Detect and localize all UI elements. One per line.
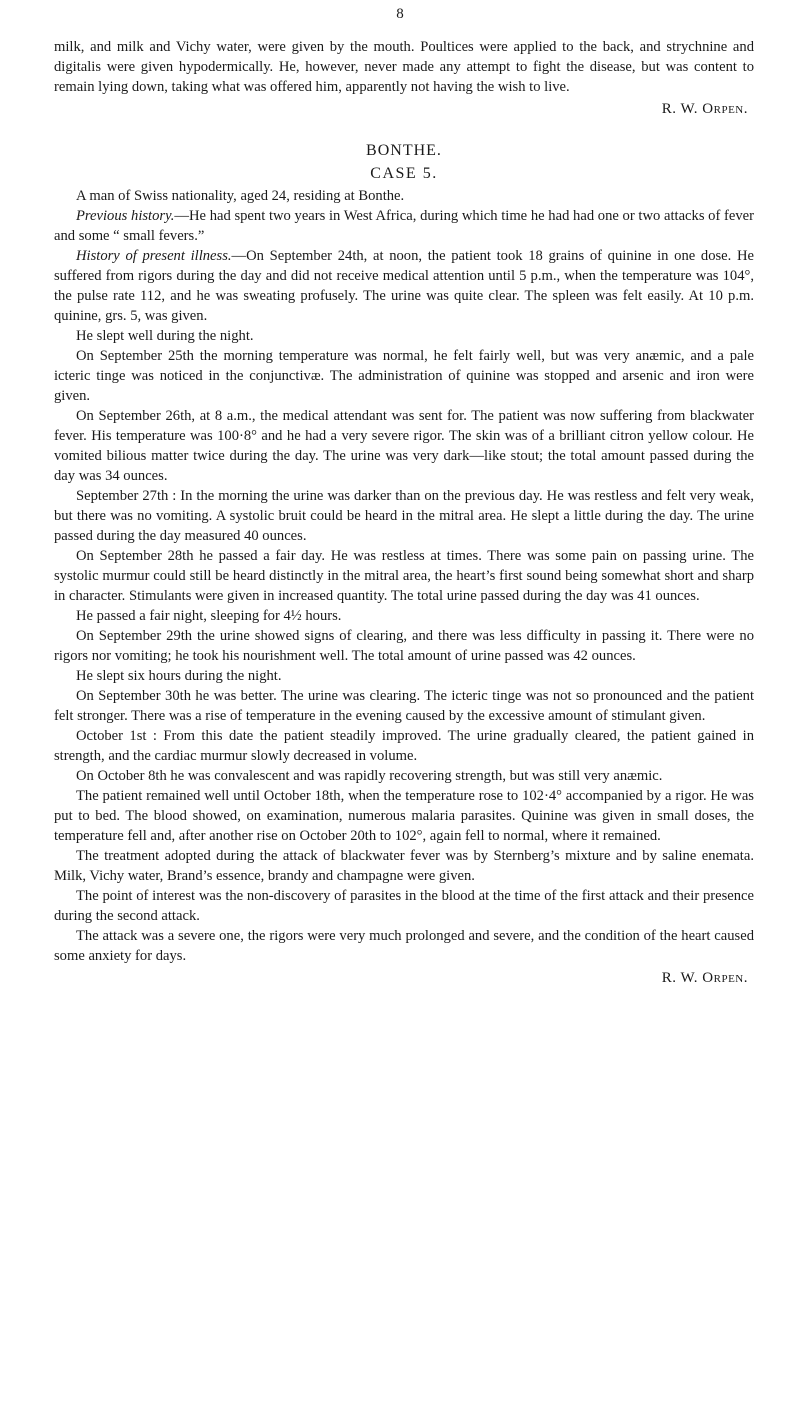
paragraph: The patient remained well until October 18th, when the temperature rose to 102·4° accompanied by a rigor. He was put to bed. The blood showed, on examination, numerous malaria parasites. Quinine was given in small doses, the temperature fell and, after another rise on October 20th to 102°, again fell to normal, where it remained. [54, 788, 754, 844]
case-heading: CASE 5. [370, 165, 438, 182]
present-illness-label: History of present illness. [76, 248, 232, 264]
paragraph: On October 8th he was convalescent and was rapidly recovering strength, but was still very anæmic. [76, 768, 663, 784]
previous-history-label: Previous history. [76, 208, 175, 224]
paragraph: On September 29th the urine showed signs of clearing, and there was less difficulty in passing it. There were no rigors nor vomiting; he took his nourishment well. The total amount of urine passed was 42 ounces. [54, 628, 754, 664]
paragraph: He passed a fair night, sleeping for 4½ hours. [76, 608, 342, 624]
paragraph: October 1st : From this date the patient steadily improved. The urine gradually cleared, the patient gained in strength, and the cardiac murmur slowly decreased in volume. [54, 728, 754, 764]
signature: R. W. Orpen. [661, 101, 748, 117]
paragraph: He slept well during the night. [76, 328, 254, 344]
section-heading: BONTHE. [366, 142, 442, 159]
previous-history-paragraph [54, 206, 754, 246]
paragraph: September 27th : In the morning the urine was darker than on the previous day. He was restless and felt very weak, but there was no vomiting. A systolic bruit could be heard in the mitral area. He slept a little during the day. The urine passed during the day measured 40 ounces. [54, 488, 754, 544]
paragraph: On September 28th he passed a fair day. He was restless at times. There was some pain on passing urine. The systolic murmur could still be heard distinctly in the mitral area, the heart’s first sound being somewhat short and sharp in character. Stimulants were given in increased quantity. The total urine passed during the day was 41 ounces. [54, 548, 754, 604]
paragraph: The treatment adopted during the attack of blackwater fever was by Sternberg’s mixture and by saline enemata. Milk, Vichy water, Brand’s essence, brandy and champagne were given. [54, 848, 754, 884]
paragraph: The point of interest was the non-discovery of parasites in the blood at the time of the first attack and their presence during the second attack. [54, 888, 754, 924]
paragraph: The attack was a severe one, the rigors were very much prolonged and severe, and the condition of the heart caused some anxiety for days. [54, 928, 754, 964]
paragraph: On September 30th he was better. The urine was clearing. The icteric tinge was not so pronounced and the patient felt stronger. There was a rise of temperature in the evening caused by the excessive amount of stimulant given. [54, 688, 754, 724]
page-number: 8 [396, 6, 404, 22]
paragraph: On September 26th, at 8 a.m., the medical attendant was sent for. The patient was now suffering from blackwater fever. His temperature was 100·8° and he had a very severe rigor. The skin was of a brilliant citron yellow colour. He vomited bilious matter twice during the day. The urine was very dark—like stout; the total amount passed during the day was 34 ounces. [54, 408, 754, 484]
present-illness-paragraph [54, 246, 754, 326]
paragraph: He slept six hours during the night. [76, 668, 282, 684]
present-illness-text: —On September 24th, at noon, the patient took 18 grains of quinine in one dose. He suffered from rigors during the day and did not receive medical attention until 5 p.m., when the temperature was 104°, the pulse rate 112, and he was sweating profusely. The urine was quite clear. The spleen was felt easily. At 10 p.m. quinine, grs. 5, was given. [54, 248, 754, 324]
signature: R. W. Orpen. [661, 970, 748, 986]
body-text [54, 37, 754, 988]
paragraph: On September 25th the morning temperature was normal, he felt fairly well, but was very anæmic, and a pale icteric tinge was noticed in the conjunctivæ. The administration of quinine was stopped and arsenic and iron were given. [54, 348, 754, 404]
intro-paragraph: A man of Swiss nationality, aged 24, residing at Bonthe. [76, 188, 405, 204]
previous-history-text: —He had spent two years in West Africa, during which time he had had one or two attacks of fever and some “ small fevers.” [54, 208, 754, 244]
continuation-paragraph: milk, and milk and Vichy water, were given by the mouth. Poultices were applied to the back, and strychnine and digitalis were given hypodermically. He, however, never made any attempt to fight the disease, but was content to remain lying down, taking what was offered him, apparently not having the wish to live. [54, 39, 754, 95]
